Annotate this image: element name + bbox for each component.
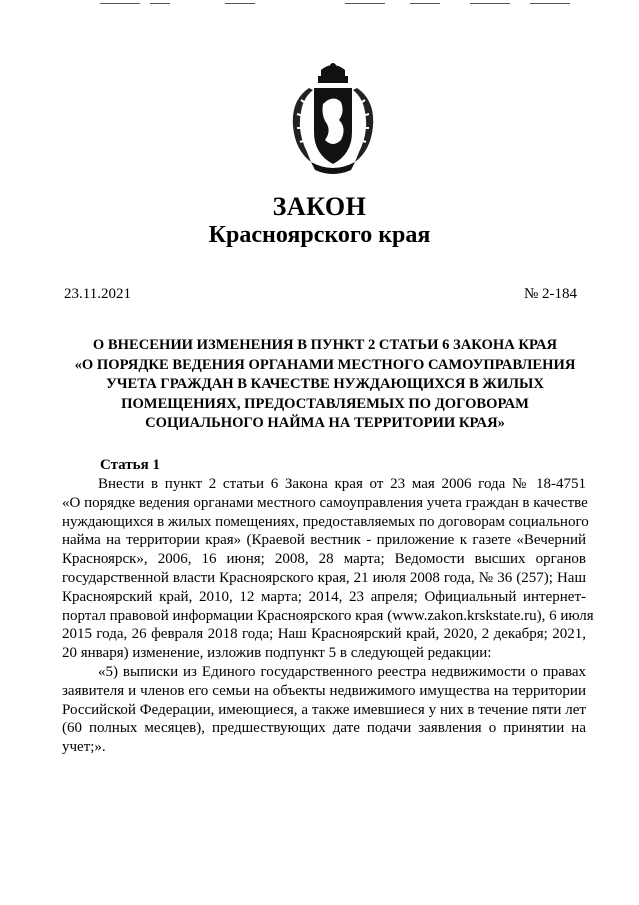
scan-artifact	[150, 3, 170, 4]
body-line: Красноярский край, 2010, 12 марта; 2014, 23 апреля; Официальный интернет-	[62, 588, 586, 605]
body-line: нуждающихся в жилых помещениях, предоставляемых по договорам социального	[62, 513, 589, 530]
body-line: 2015 года, 26 февраля 2018 года; Наш Красноярский край, 2020, 2 декабря; 2021,	[62, 626, 586, 643]
body-line: Российской Федерации, имеющиеся, а также имевшиеся у них в течение пяти лет	[62, 701, 586, 718]
law-subtitle: Красноярского края	[208, 222, 431, 248]
body-line: государственной власти Красноярского края, 21 июля 2008 года, № 36 (257); Наш	[62, 569, 586, 586]
body-line: 20 января) изменение, изложив подпункт 5 в следующей редакции:	[62, 645, 492, 662]
coat-of-arms-emblem	[287, 60, 379, 178]
body-line: найма на территории края» (Краевой вестник - приложение к газете «Вечерний	[62, 532, 586, 549]
law-title: ЗАКОН	[272, 192, 367, 221]
heading-line: СОЦИАЛЬНОГО НАЙМА НА ТЕРРИТОРИИ КРАЯ»	[145, 415, 505, 431]
heading-line: УЧЕТА ГРАЖДАН В КАЧЕСТВЕ НУЖДАЮЩИХСЯ В ЖИЛЫХ	[106, 376, 544, 392]
body-line: Внести в пункт 2 статьи 6 Закона края от 23 мая 2006 года № 18-4751	[98, 476, 586, 492]
scan-artifact	[100, 3, 140, 4]
heading-line: О ВНЕСЕНИИ ИЗМЕНЕНИЯ В ПУНКТ 2 СТАТЬИ 6 ЗАКОНА КРАЯ	[92, 337, 558, 353]
body-line: Красноярск», 2006, 16 июня; 2008, 28 марта; Ведомости высших органов	[62, 551, 586, 568]
body-line: учет;».	[62, 739, 106, 756]
body-line: портал правовой информации Красноярского края (www.zakon.krskstate.ru), 6 июля	[62, 607, 594, 624]
scan-artifact	[470, 3, 510, 4]
body-line: «5) выписки из Единого государственного реестра недвижимости о правах	[98, 663, 586, 680]
scan-artifact	[225, 3, 255, 4]
scan-artifact	[530, 3, 570, 4]
scan-artifact	[345, 3, 385, 4]
article-body	[62, 475, 594, 757]
body-line: «О порядке ведения органами местного самоуправления учета граждан в качестве	[62, 494, 588, 511]
heading-line: ПОМЕЩЕНИЯХ, ПРЕДОСТАВЛЯЕМЫХ ПО ДОГОВОРАМ	[121, 395, 529, 412]
law-heading	[60, 336, 590, 434]
heading-line: «О ПОРЯДКЕ ВЕДЕНИЯ ОРГАНАМИ МЕСТНОГО САМОУПРАВЛЕНИЯ	[74, 356, 576, 373]
law-date: 23.11.2021	[64, 286, 131, 302]
body-line: (60 полных месяцев), предшествующих дате подачи заявления о принятии на	[62, 720, 586, 737]
body-line: заявителя и членов его семьи на объекты недвижимого имущества на территории	[62, 682, 586, 699]
scan-artifact	[410, 3, 440, 4]
law-number: № 2-184	[523, 286, 577, 302]
article-title: Статья 1	[100, 457, 160, 473]
